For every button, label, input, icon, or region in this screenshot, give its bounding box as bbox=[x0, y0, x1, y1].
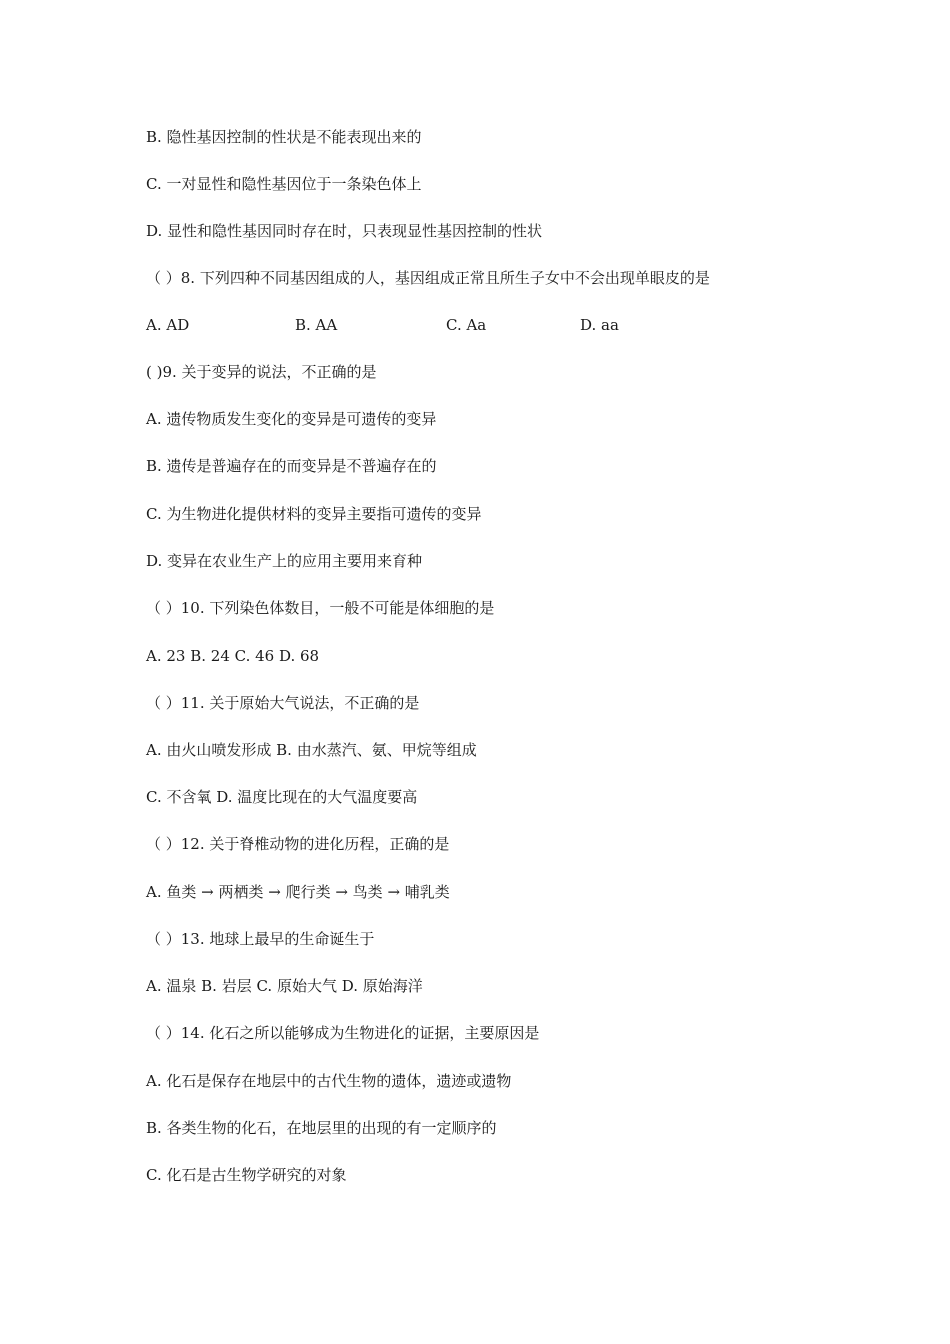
q13-options: A. 温泉 B. 岩层 C. 原始大气 D. 原始海洋 bbox=[146, 977, 423, 995]
q14-question: （ ）14. 化石之所以能够成为生物进化的证据，主要原因是 bbox=[146, 1024, 540, 1042]
q11-question: （ ）11. 关于原始大气说法，不正确的是 bbox=[146, 694, 420, 712]
q13-question: （ ）13. 地球上最早的生命诞生于 bbox=[146, 930, 375, 948]
q8-option-a: A. AD bbox=[146, 316, 190, 334]
q14-option-b: B. 各类生物的化石，在地层里的出现的有一定顺序的 bbox=[146, 1119, 497, 1137]
q7-option-d: D. 显性和隐性基因同时存在时，只表现显性基因控制的性状 bbox=[146, 222, 543, 240]
q12-option-a: A. 鱼类 → 两栖类 → 爬行类 → 鸟类 → 哺乳类 bbox=[146, 883, 450, 901]
q10-question: （ ）10. 下列染色体数目，一般不可能是体细胞的是 bbox=[146, 599, 495, 617]
q11-options-cd: C. 不含氧 D. 温度比现在的大气温度要高 bbox=[146, 788, 418, 806]
q8-question: （ ）8. 下列四种不同基因组成的人，基因组成正常且所生子女中不会出现单眼皮的是 bbox=[146, 269, 710, 287]
q9-option-d: D. 变异在农业生产上的应用主要用来育种 bbox=[146, 552, 423, 570]
q8-option-b: B. AA bbox=[295, 316, 338, 334]
q9-option-b: B. 遗传是普遍存在的而变异是不普遍存在的 bbox=[146, 457, 437, 475]
q7-option-b: B. 隐性基因控制的性状是不能表现出来的 bbox=[146, 128, 422, 146]
q9-option-c: C. 为生物进化提供材料的变异主要指可遗传的变异 bbox=[146, 505, 482, 523]
q12-question: （ ）12. 关于脊椎动物的进化历程，正确的是 bbox=[146, 835, 450, 853]
q8-option-c: C. Aa bbox=[446, 316, 487, 334]
q9-question: ( )9. 关于变异的说法，不正确的是 bbox=[146, 363, 377, 381]
q8-option-d: D. aa bbox=[580, 316, 619, 334]
q11-options-ab: A. 由火山喷发形成 B. 由水蒸汽、氨、甲烷等组成 bbox=[146, 741, 477, 759]
q9-option-a: A. 遗传物质发生变化的变异是可遗传的变异 bbox=[146, 410, 437, 428]
q7-option-c: C. 一对显性和隐性基因位于一条染色体上 bbox=[146, 175, 422, 193]
q14-option-a: A. 化石是保存在地层中的古代生物的遗体，遗迹或遗物 bbox=[146, 1072, 512, 1090]
q14-option-c: C. 化石是古生物学研究的对象 bbox=[146, 1166, 347, 1184]
q10-options: A. 23 B. 24 C. 46 D. 68 bbox=[146, 647, 320, 665]
